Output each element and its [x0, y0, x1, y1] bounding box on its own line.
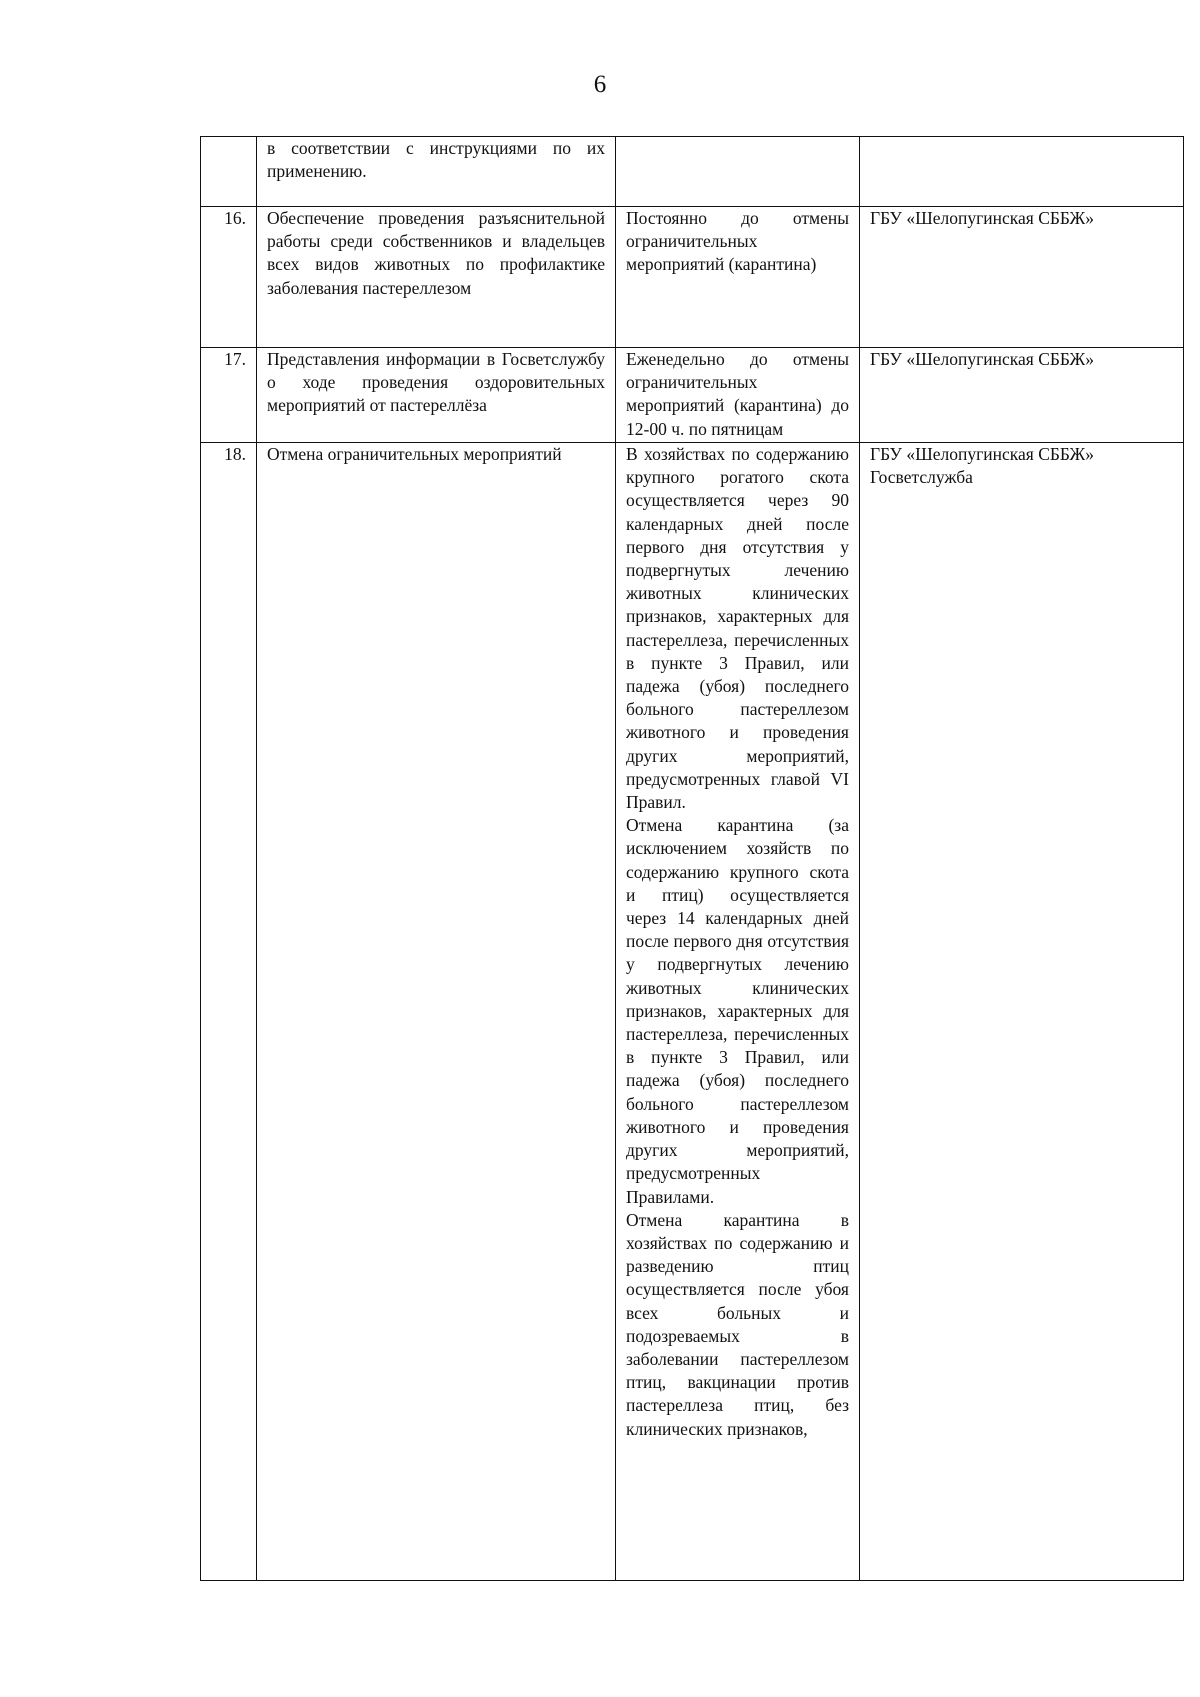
term-cell: В хозяйствах по содержанию крупного рогатого скота осуществляется через 90 календарных дней после первого дня отсутствия у подвергнутых лечению животных клинических признаков, характерных для пастереллеза, перечисленных в пункте 3 Правил, или падежа (убоя) последнего больного пастереллезом животного и проведения других мероприятий, предусмотренных главой VI Правил. Отмена карантина (за исключением хозяйств по содержанию крупного скота и птиц) осуществляется через 14 календарных дней после первого дня отсутствия у подвергнутых лечению животных клинических признаков, характерных для пастереллеза, перечисленных в пункте 3 Правил, или падежа (убоя) последнего больного пастереллезом животного и проведения других мероприятий, предусмотренных Правилами. Отмена карантина в хозяйствах по содержанию и разведению птиц осуществляется после убоя всех больных и подозреваемых в заболевании пастереллезом птиц, вакцинации против пастереллеза птиц, без клинических признаков,	[616, 443, 860, 1581]
responsible-cell	[860, 137, 1184, 207]
responsible-cell: ГБУ «Шелопугинская СББЖ»	[860, 348, 1184, 443]
term-cell	[616, 137, 860, 207]
action-cell: Отмена ограничительных мероприятий	[257, 443, 616, 1581]
action-cell: Представления информации в Госветслужбу о ходе проведения оздоровительных мероприятий от пастереллёза	[257, 348, 616, 443]
term-cell: Еженедельно до отмены ограничительных мероприятий (карантина) до 12-00 ч. по пятницам	[616, 348, 860, 443]
table-row	[201, 443, 1184, 1581]
table-row	[201, 348, 1184, 443]
term-cell: Постоянно до отмены ограничительных мероприятий (карантина)	[616, 207, 860, 348]
row-number: 16.	[201, 207, 257, 348]
page-number: 6	[593, 71, 607, 98]
responsible-cell: ГБУ «Шелопугинская СББЖ» Госветслужба	[860, 443, 1184, 1581]
measures-table	[200, 136, 1184, 1581]
table-row	[201, 137, 1184, 207]
row-number: 18.	[201, 443, 257, 1581]
row-number	[201, 137, 257, 207]
responsible-cell: ГБУ «Шелопугинская СББЖ»	[860, 207, 1184, 348]
action-cell: в соответствии с инструкциями по их применению.	[257, 137, 616, 207]
table-row	[201, 207, 1184, 348]
action-cell: Обеспечение проведения разъяснительной работы среди собственников и владельцев всех видов животных по профилактике заболевания пастереллезом	[257, 207, 616, 348]
row-number: 17.	[201, 348, 257, 443]
